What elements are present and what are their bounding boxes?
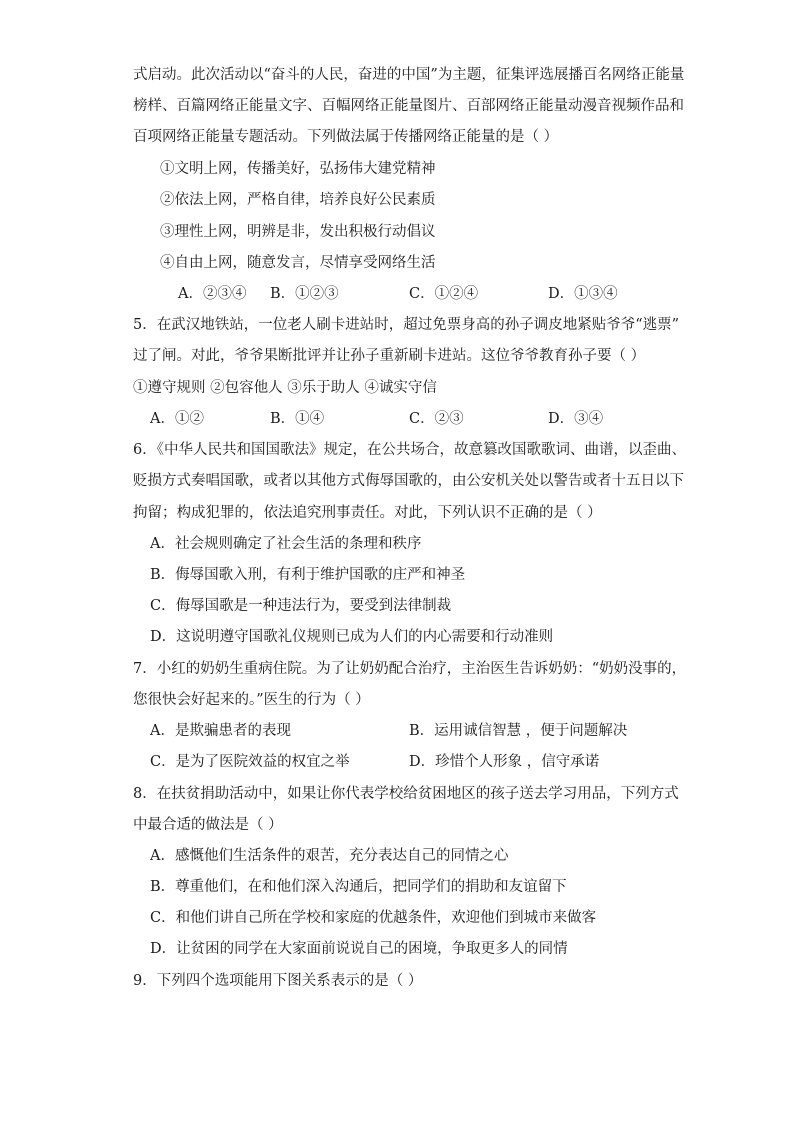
- q4-stem-line-2: 榜样、百篇网络正能量文字、百幅网络正能量图片、百部网络正能量动漫音视频作品和: [133, 98, 684, 114]
- q8-option-a: A．感慨他们生活条件的艰苦，充分表达自己的同情之心: [150, 848, 509, 864]
- q6-option-b: B．侮辱国歌入刑，有利于维护国歌的庄严和神圣: [150, 567, 466, 583]
- q4-option-d: D．①③④: [548, 286, 618, 302]
- q7-stem-line-2: 您很快会好起来的。”医生的行为（ ）: [133, 692, 370, 708]
- q4-option-c: C．①②④: [409, 286, 479, 302]
- q8-stem-line-2: 中最合适的做法是（ ）: [133, 817, 283, 833]
- q8-stem-line-1: 8．在扶贫捐助活动中，如果让你代表学校给贫困地区的孩子送去学习用品，下列方式: [133, 786, 679, 802]
- q8-option-d: D．让贫困的同学在大家面前说说自己的困境，争取更多人的同情: [150, 941, 568, 957]
- q7-stem-line-1: 7．小红的奶奶生重病住院。为了让奶奶配合治疗，主治医生告诉奶奶：“奶奶没事的，: [133, 661, 687, 677]
- q8-option-b: B．尊重他们，在和他们深入沟通后，把同学们的捐助和友谊留下: [150, 879, 567, 895]
- q7-option-b: B．运用诚信智慧 ，便于问题解决: [409, 723, 628, 739]
- q6-stem-line-3: 拘留；构成犯罪的，依法追究刑事责任。对此，下列认识不正确的是（ ）: [133, 505, 602, 521]
- q5-option-c: C．②③: [409, 411, 464, 427]
- q4-item-4: ④自由上网，随意发言，尽情享受网络生活: [160, 255, 436, 271]
- q5-stem-line-2: 过了闸。对此，爷爷果断批评并让孙子重新刷卡进站。这位爷爷教育孙子要（ ）: [133, 348, 646, 364]
- q5-items: ①遵守规则 ②包容他人 ③乐于助人 ④诚实守信: [133, 380, 437, 396]
- q6-option-a: A．社会规则确定了社会生活的条理和秩序: [150, 536, 422, 552]
- q4-option-a: A．②③④: [178, 286, 247, 302]
- q5-stem-line-1: 5．在武汉地铁站，一位老人刷卡进站时，超过免票身高的孙子调皮地紧贴爷爷“逃票”: [133, 317, 680, 333]
- q4-item-1: ①文明上网，传播美好，弘扬伟大建党精神: [160, 161, 436, 177]
- q6-stem-line-2: 贬损方式奏唱国歌，或者以其他方式侮辱国歌的，由公安机关处以警告或者十五日以下: [133, 473, 684, 489]
- q7-option-c: C．是为了医院效益的权宜之举: [150, 754, 350, 770]
- q8-option-c: C．和他们讲自己所在学校和家庭的优越条件，欢迎他们到城市来做客: [150, 910, 597, 926]
- q4-stem-line-3: 百项网络正能量专题活动。下列做法属于传播网络正能量的是（ ）: [133, 129, 559, 145]
- q5-option-b: B．①④: [270, 411, 325, 427]
- q7-option-a: A．是欺骗患者的表现: [150, 723, 291, 739]
- q4-stem-line-1: 式启动。此次活动以“奋斗的人民，奋进的中国”为主题，征集评选展播百名网络正能量: [133, 67, 685, 83]
- q5-option-a: A．①②: [150, 411, 204, 427]
- q9-stem-line-1: 9．下列四个选项能用下图关系表示的是（ ）: [133, 973, 423, 989]
- q4-item-2: ②依法上网，严格自律，培养良好公民素质: [160, 192, 436, 208]
- q4-option-b: B．①②③: [270, 286, 339, 302]
- q4-item-3: ③理性上网，明辨是非，发出积极行动倡议: [160, 224, 436, 240]
- q6-option-d: D．这说明遵守国歌礼仪规则已成为人们的内心需要和行动准则: [150, 629, 554, 645]
- q6-option-c: C．侮辱国歌是一种违法行为，要受到法律制裁: [150, 598, 452, 614]
- q5-option-d: D．③④: [548, 411, 604, 427]
- q7-option-d: D．珍惜个人形象 ，信守承诺: [409, 754, 600, 770]
- q6-stem-line-1: 6．《中华人民共和国国歌法》规定，在公共场合，故意篡改国歌歌词、曲谱，以歪曲、: [133, 442, 686, 458]
